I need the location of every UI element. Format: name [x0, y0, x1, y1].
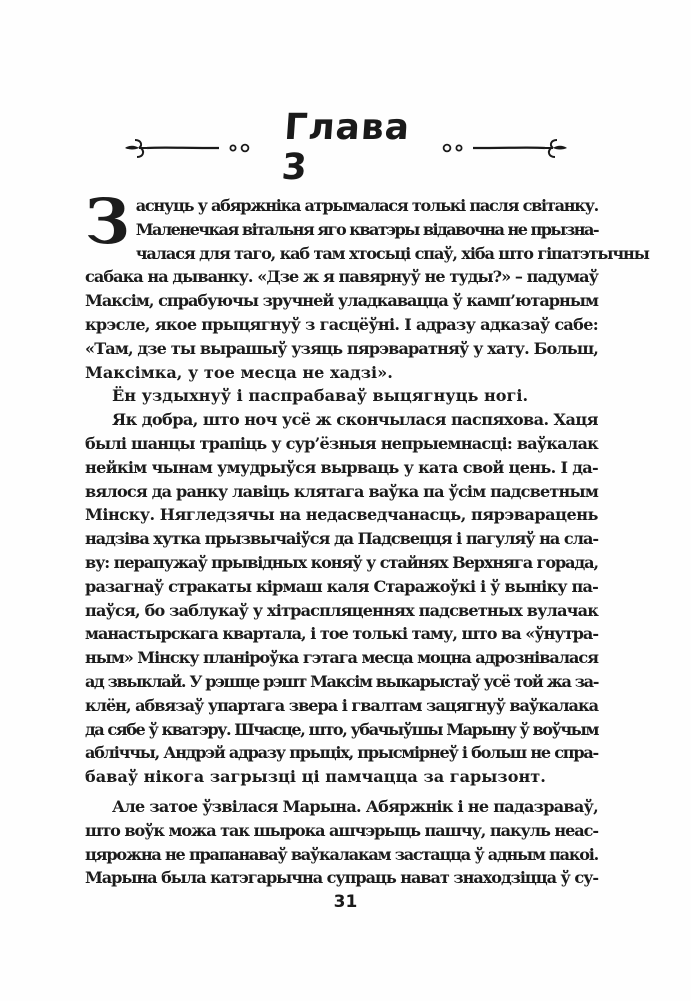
- text-line: клён, абвязаў упартага звера і гвалтам зацягнуў ваўкалака: [85, 695, 598, 715]
- paragraph-4: [85, 795, 598, 890]
- text-line: Ён уздыхнуў і паспрабаваў выцягнуць ногі.: [112, 386, 529, 406]
- text-line: Марына была катэгарычна супраць нават знаходзіцца ў су-: [85, 868, 598, 888]
- left-flourish-ornament-icon: [121, 136, 271, 160]
- text-line: нейкім чынам умудрыўся вырваць у ката свой цень. І да-: [85, 457, 598, 477]
- text-line: Мінску. Нягледзячы на недасведчанасць, пярэварацень: [85, 505, 598, 525]
- chapter-title: Глава 3: [280, 107, 412, 188]
- drop-cap: З: [85, 185, 130, 258]
- text-line: ным» Мінску планіроўка гэтага месца моцна адрознівалася: [85, 648, 598, 668]
- text-line: Максімка, у тое месца не хадзі».: [85, 362, 393, 382]
- text-line: чалася для таго, каб там хтосьці спаў, хіба што гіпатэтычны: [135, 243, 649, 263]
- text-line: да сябе ў кватэру. Шчасце, што, убачыўшы Марыну ў воўчым: [85, 719, 598, 739]
- chapter-header: [128, 107, 564, 188]
- text-line: разагнаў стракаты кірмаш каля Старажоўкі і ў выніку па-: [85, 576, 598, 596]
- text-line: баваў нікога загрызці ці памчацца за гарызонт.: [85, 767, 546, 787]
- text-line: манастырскага квартала, і тое толькі таму, што ва «ўнутра-: [85, 624, 598, 644]
- text-line: былі шанцы трапіць у сур’ёзныя непрыемнасці: ваўкалак: [85, 433, 598, 453]
- text-line: Максім, спрабуючы зручней уладкавацца ў камп’ютарным: [85, 291, 598, 311]
- text-line: Але затое ўзвілася Марына. Абяржнік і не падазраваў,: [112, 796, 598, 816]
- text-line: надзіва хутка прызвычаіўся да Падсвецця і пагуляў на сла-: [85, 529, 598, 549]
- text-line: ад звыклай. У рэшце рэшт Максім выкарыстаў усё той жа за-: [85, 671, 598, 691]
- text-line: крэсле, якое прыцягнуў з гасцёўні. І адразу адказаў сабе:: [85, 314, 598, 334]
- text-line: вялося да ранку лавіць клятага ваўка па ўсім падсветным: [85, 481, 598, 501]
- text-line: аснуць у абяржніка атрымалася толькі пасля світанку.: [135, 196, 598, 215]
- page-number: 31: [333, 892, 358, 912]
- chapter-body-text: [85, 185, 649, 890]
- text-line: ву: перапужаў прывідных коняў у стайнях Верхняга горада,: [85, 552, 598, 572]
- text-line: Маленечкая вітальня яго кватэры відавочна не прызна-: [135, 219, 598, 239]
- text-line: «Там, дзе ты вырашыў узяць пярэваратняў у хату. Больш,: [85, 338, 598, 358]
- text-line: Як добра, што ноч усё ж скончылася паспяхова. Хаця: [112, 410, 598, 430]
- right-flourish-ornament-icon: [421, 136, 571, 160]
- paragraph-1: [85, 185, 649, 384]
- paragraph-3: [85, 408, 598, 789]
- text-line: сабака на дыванку. «Дзе ж я павярнуў не туды?» – падумаў: [85, 267, 598, 287]
- text-line: цярожна не прапанаваў ваўкалакам застацца ў адным пакоі.: [85, 844, 598, 864]
- text-line: што воўк можа так шырока ашчэрыць пашчу, пакуль неас-: [85, 820, 598, 840]
- paragraph-2: [85, 384, 598, 408]
- text-line: абліччы, Андрэй адразу прыціх, прысмірнеў і больш не спра-: [85, 743, 598, 763]
- text-line: паўся, бо заблукаў у хітраспляценнях падсветных вулачак: [85, 600, 598, 620]
